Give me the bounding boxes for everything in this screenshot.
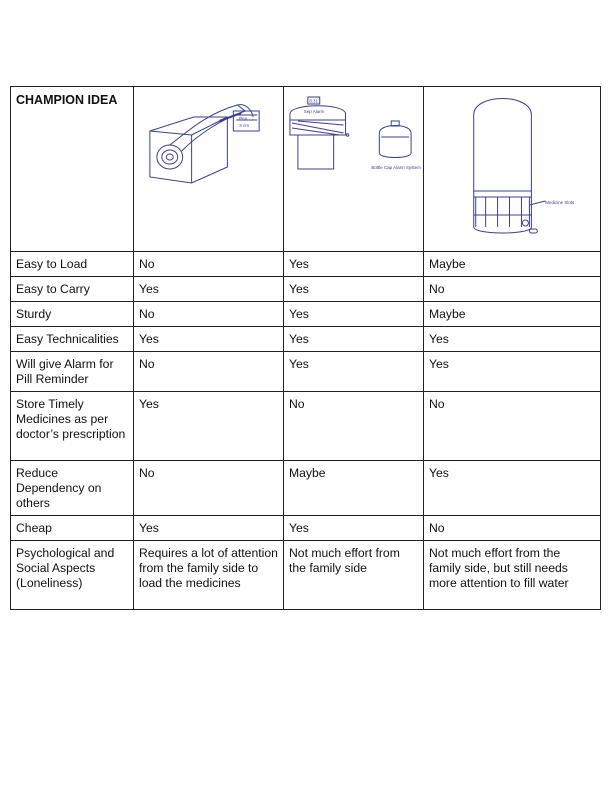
- value-cell: Yes: [134, 392, 284, 461]
- bottle-cap-alarm-sketch: [284, 87, 423, 239]
- table-row: [11, 461, 601, 516]
- value-cell: No: [134, 252, 284, 277]
- value-cell: Yes: [284, 352, 424, 392]
- value-cell: Yes: [134, 516, 284, 541]
- table-row: [11, 277, 601, 302]
- table-row: [11, 392, 601, 461]
- criterion-cell: Reduce Dependency on others: [11, 461, 134, 516]
- sketch-2-caption: Bottle Cap Alarm System: [371, 164, 421, 171]
- idea-3-sketch-cell: [424, 87, 601, 252]
- value-cell: No: [134, 352, 284, 392]
- value-cell: Not much effort from the family side: [284, 541, 424, 610]
- value-cell: Maybe: [424, 302, 601, 327]
- value-cell: Maybe: [424, 252, 601, 277]
- criterion-cell: Easy Technicalities: [11, 327, 134, 352]
- value-cell: No: [134, 461, 284, 516]
- water-dispenser-sketch: [424, 87, 600, 239]
- value-cell: Yes: [284, 252, 424, 277]
- table-row: [11, 302, 601, 327]
- value-cell: No: [424, 392, 601, 461]
- value-cell: Yes: [284, 277, 424, 302]
- value-cell: No: [284, 392, 424, 461]
- value-cell: Yes: [284, 327, 424, 352]
- value-cell: Yes: [284, 516, 424, 541]
- value-cell: Yes: [284, 302, 424, 327]
- sketch-2-alarm-label: Sep Alarm: [303, 108, 325, 115]
- criterion-cell: Psychological and Social Aspects (Loneliness): [11, 541, 134, 610]
- table-row: [11, 352, 601, 392]
- criterion-cell: Will give Alarm for Pill Reminder: [11, 352, 134, 392]
- value-cell: No: [424, 277, 601, 302]
- value-cell: Yes: [424, 327, 601, 352]
- table-row: [11, 516, 601, 541]
- champion-idea-title: CHAMPION IDEA: [11, 87, 134, 252]
- sketch-1-label-pen: Pen: [239, 115, 248, 122]
- comparison-table: [10, 86, 601, 610]
- sketch-3-label: Medicine Slots: [545, 199, 575, 206]
- criterion-cell: Store Timely Medicines as per doctor’s prescription: [11, 392, 134, 461]
- value-cell: Yes: [424, 352, 601, 392]
- idea-1-sketch-cell: [134, 87, 284, 252]
- table-row: [11, 541, 601, 610]
- idea-2-sketch-cell: [284, 87, 424, 252]
- value-cell: Not much effort from the family side, but still needs more attention to fill water: [424, 541, 601, 610]
- criterion-cell: Cheap: [11, 516, 134, 541]
- criterion-cell: Sturdy: [11, 302, 134, 327]
- table-row: [11, 252, 601, 277]
- criterion-cell: Easy to Carry: [11, 277, 134, 302]
- value-cell: Maybe: [284, 461, 424, 516]
- value-cell: Requires a lot of attention from the family side to load the medicines: [134, 541, 284, 610]
- value-cell: Yes: [424, 461, 601, 516]
- box-dispenser-sketch: [134, 87, 283, 239]
- sketch-1-label-size: 3 cm: [239, 122, 249, 129]
- value-cell: Yes: [134, 327, 284, 352]
- criterion-cell: Easy to Load: [11, 252, 134, 277]
- sketch-2-time: 8:31: [309, 98, 318, 104]
- value-cell: No: [134, 302, 284, 327]
- table-row: [11, 327, 601, 352]
- value-cell: No: [424, 516, 601, 541]
- value-cell: Yes: [134, 277, 284, 302]
- header-row: [11, 87, 601, 252]
